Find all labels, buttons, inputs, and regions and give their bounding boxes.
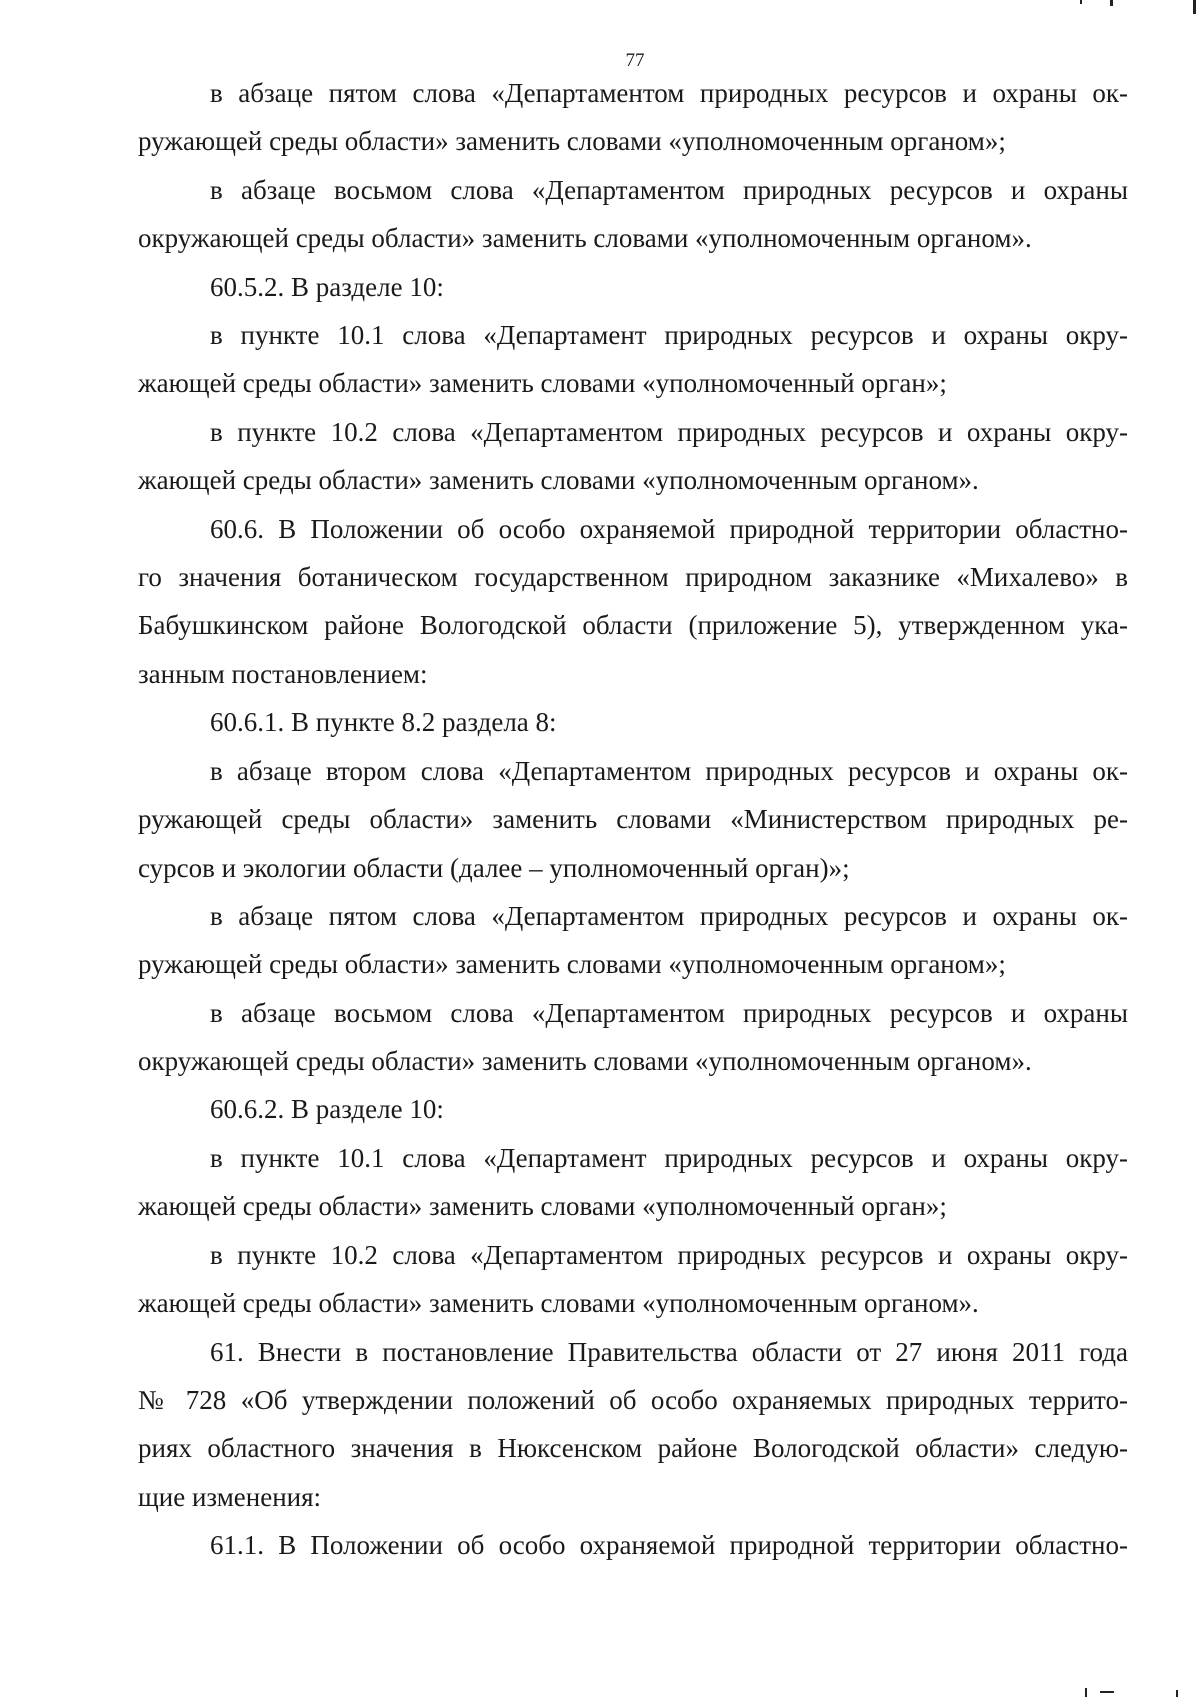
- text-line: окружающей среды области» заменить словами «уполномоченным органом».: [138, 223, 1032, 253]
- text-line: ружающей среды области» заменить словами «Министерством природных ре-: [138, 804, 1128, 834]
- text-line: 61. Внести в постановление Правительства области от 27 июня 2011 года: [210, 1337, 1128, 1367]
- scan-mark: [1085, 1688, 1087, 1697]
- text-line: в абзаце пятом слова «Департаментом природных ресурсов и охраны ок-: [210, 78, 1128, 108]
- text-line: жающей среды области» заменить словами «уполномоченный орган»;: [138, 368, 947, 398]
- text-line: в пункте 10.1 слова «Департамент природных ресурсов и охраны окру-: [210, 1143, 1128, 1173]
- text-line: 61.1. В Положении об особо охраняемой природной территории областно-: [210, 1530, 1128, 1560]
- text-line: щие изменения:: [138, 1482, 322, 1512]
- scan-mark: [1080, 0, 1082, 4]
- text-line: 60.6.1. В пункте 8.2 раздела 8:: [210, 707, 557, 737]
- text-line: в абзаце восьмом слова «Департаментом природных ресурсов и охраны: [210, 175, 1128, 205]
- page-number: 77: [625, 50, 645, 71]
- scan-mark: [1193, 0, 1196, 14]
- text-line: ружающей среды области» заменить словами «уполномоченным органом»;: [138, 949, 1006, 979]
- text-line: 60.6. В Положении об особо охраняемой природной территории областно-: [210, 514, 1128, 544]
- text-line: занным постановлением:: [138, 659, 428, 689]
- text-line: сурсов и экологии области (далее – уполномоченный орган)»;: [138, 853, 850, 883]
- scan-mark: [1110, 0, 1113, 6]
- text-line: жающей среды области» заменить словами «уполномоченный орган»;: [138, 1191, 947, 1221]
- text-line: 60.5.2. В разделе 10:: [210, 272, 444, 302]
- text-line: риях областного значения в Нюксенском районе Вологодской области» следую-: [138, 1433, 1128, 1463]
- text-line: в пункте 10.1 слова «Департамент природных ресурсов и охраны окру-: [210, 320, 1128, 350]
- text-line: го значения ботаническом государственном природном заказнике «Михалево» в: [138, 562, 1128, 592]
- text-line: № 728 «Об утверждении положений об особо охраняемых природных террито-: [138, 1385, 1128, 1415]
- scan-mark: [1176, 1690, 1178, 1697]
- text-line: 60.6.2. В разделе 10:: [210, 1094, 444, 1124]
- text-line: в абзаце втором слова «Департаментом природных ресурсов и охраны ок-: [210, 756, 1128, 786]
- text-line: в пункте 10.2 слова «Департаментом природных ресурсов и охраны окру-: [210, 1240, 1128, 1270]
- text-line: жающей среды области» заменить словами «уполномоченным органом».: [138, 465, 979, 495]
- scan-mark: [1100, 1691, 1114, 1693]
- text-line: Бабушкинском районе Вологодской области (приложение 5), утвержденном ука-: [138, 610, 1128, 640]
- text-line: ружающей среды области» заменить словами «уполномоченным органом»;: [138, 126, 1006, 156]
- text-line: жающей среды области» заменить словами «уполномоченным органом».: [138, 1288, 979, 1318]
- text-line: в пункте 10.2 слова «Департаментом природных ресурсов и охраны окру-: [210, 417, 1128, 447]
- text-line: в абзаце восьмом слова «Департаментом природных ресурсов и охраны: [210, 998, 1128, 1028]
- text-line: в абзаце пятом слова «Департаментом природных ресурсов и охраны ок-: [210, 901, 1128, 931]
- text-line: окружающей среды области» заменить словами «уполномоченным органом».: [138, 1046, 1032, 1076]
